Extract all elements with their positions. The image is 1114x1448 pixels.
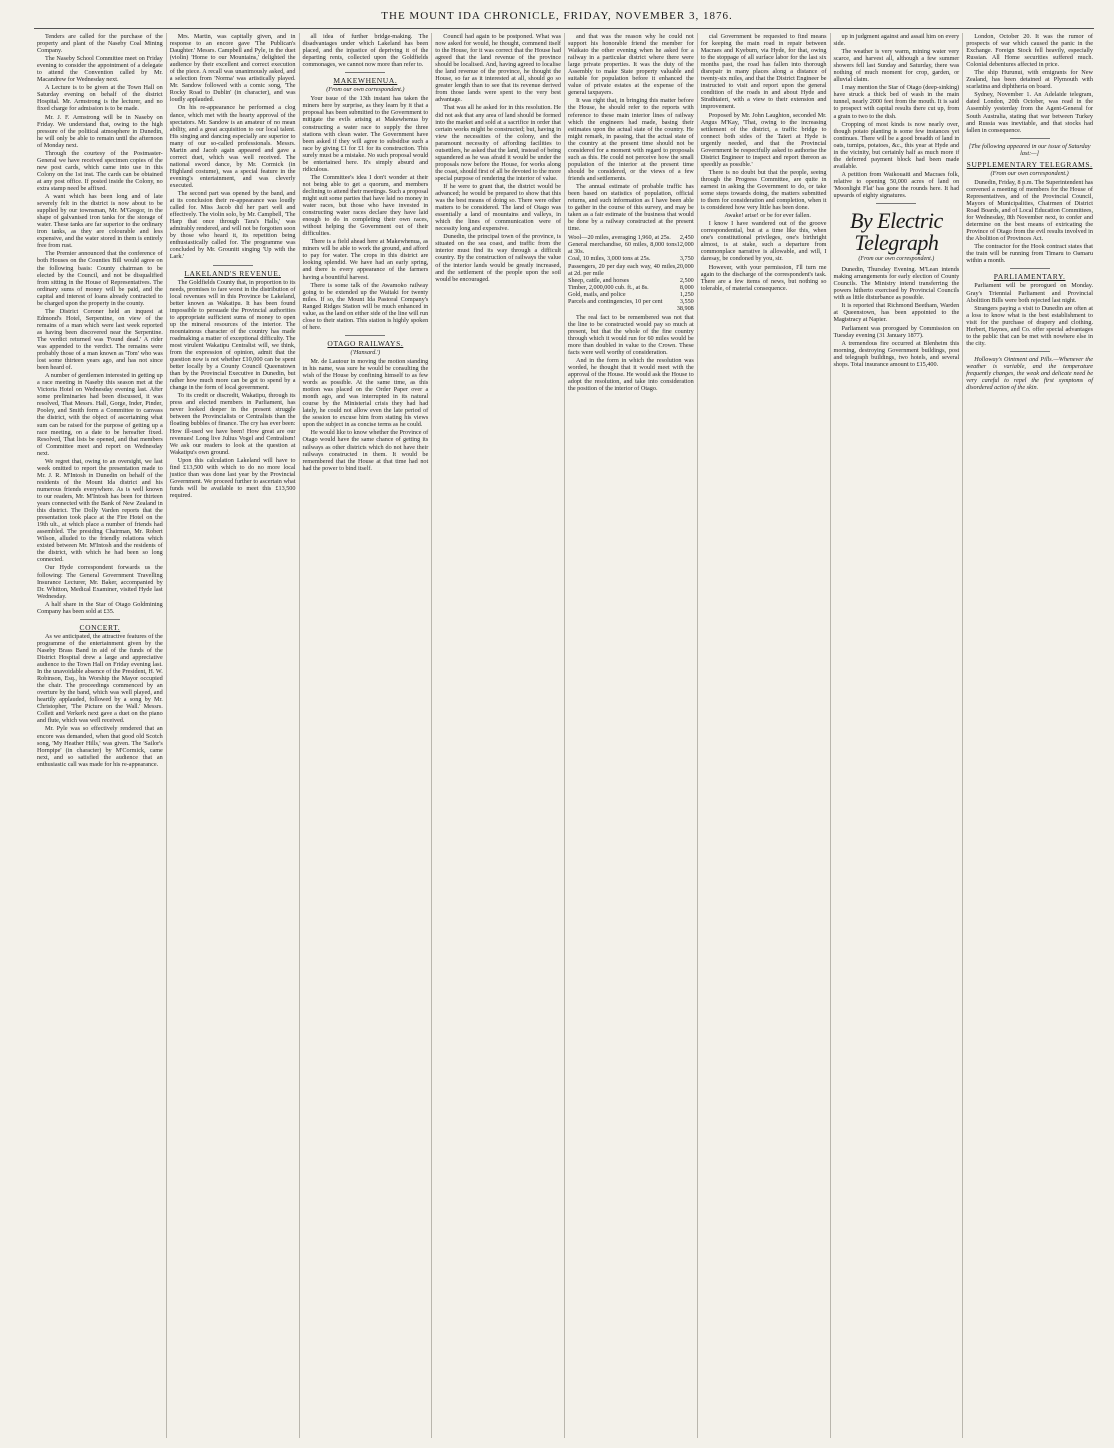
paragraph: And in the form in which the resolution was worded, he thought that it would meet with the approval of the House. He would ask the House to adopt the resolution, and take into consideration the position of the interior of Otago.	[568, 357, 694, 393]
byline: (From our own correspondent.)	[858, 256, 935, 263]
paragraph: That was all he asked for in this resolution. He did not ask that any area of land should be formed into the market and sold at a sacrifice in order that certain works might be constructed; but, having in view the necessities of the colony, and the paramount necessity of affording facilities to outsettlers, he asked that the land, instead of being squandered as he was afraid it would be under the proposals now before the House, for works along the coast, should first of all be devoted to the more special purpose of rendering the interior of value.	[435, 104, 561, 182]
column-8	[963, 33, 1096, 1438]
paragraph: Sydney, November 1. An Adelaide telegram, dated London, 20th October, was read in the Assembly yesterday from the Agent-General for South Australia, stating that war between Turkey and Russia was inevitable, and that stocks had fallen in consequence.	[966, 91, 1093, 134]
divider	[1010, 351, 1050, 352]
traffic-estimate-table	[568, 234, 694, 312]
paragraph: Dunedin, the principal town of the province, is situated on the sea coast, and traffic from the interior must find its way through a difficult country. By the construction of railways the value of the interior lands would be greatly increased, and the settlement of the people upon the soil would be encouraged.	[435, 233, 561, 283]
divider	[213, 265, 253, 266]
paragraph: A want which has been long and of late severely felt in the district is now about to be supplied by our townsman, Mr. M'Gregor, in the shape of galvanised iron tanks for the storage of water. These tanks are far superior to the ordinary iron tanks, as they are colourable and less expensive, and the water stored in them is entirely free from rust.	[37, 193, 163, 250]
table-row: Parcels and contingencies, 10 per cent 3,550	[568, 297, 694, 305]
table-total: 38,908	[676, 304, 694, 312]
column-6	[698, 33, 831, 1438]
paragraph: A number of gentlemen interested in getting up a race meeting in Naseby this season met at the Victoria Hotel on Wednesday evening last. After some preliminaries had been discussed, it was resolved, That Messrs. Hall, Gorge, Inder, Pinder, Pooley, and Smith form a Committee to canvass the district, with the object of ascertaining what sum can be raised for the purpose of getting up a race meeting, on a date to be hereafter fixed. Resolved, That lists be opened, and that members of Committee meet and report on Wednesday next.	[37, 372, 163, 457]
paragraph: To its credit or discredit, Wakatipu, through its press and elected members in Parliament, has never looked deeper in the present struggle between the Provincialists or Centralists than the floating bubbles of finance. The cry has ever been: How ill-used we have been! How great are our revenues! Long live Julius Vogel and Centralism! We ask our readers to look at the question at Wakatipu's own ground.	[169, 392, 296, 456]
paragraph: There is some talk of the Awamoko railway going to be extended up the Waitaki for twenty miles. If so, the Mount Ida Pastoral Company's Ranged Ridges Station will be much enhanced in value, as the land on either side of the line will run close to their station. This station is highly spoken of here.	[302, 281, 429, 331]
paragraph: The Goldfields County that, in proportion to its needs, promises to fare worst in the distribution of local revenues will in this Province be Lakeland, better known as Wakatipu. It has been found impossible to persuade the Provincial authorities to appropriate sufficient sums of money to open up the mineral resources of the interior. The mountainous character of the country has made roadmaking a matter of exceptional difficulty. The most virulent Wakatipu Centralist will, we think, from the expression of opinion, admit that the question now is not whether £10,000 can be spent better locally by a County Council Queenstown than by the Provincial Executive in Dunedin, but rather how much more can be got to spend by a change in the form of local government.	[169, 278, 296, 392]
paragraph: The second part was opened by the band, and at its conclusion their re-appearance was loudly called for. Miss Jacob did her part well and effectively. The violin solo, by Mr. Campbell, 'The Harp that once through Tara's Halls,' was admirably rendered, and will not be forgotten soon by those who heard it, its repetition being enthusiastically called for. The programme was concluded by Mr. Grounitt singing 'Up with the Lark.'	[169, 190, 296, 261]
divider	[80, 619, 120, 620]
paragraph: London, October 20. It was the rumor of prospects of war which caused the panic in the Exchange. Foreign Stock fell heavily, especially Russian. All Home securities suffered much. Colonial debentures affected in price.	[966, 33, 1093, 69]
paragraph: Mrs. Martin, was capitally given, and in response to an encore gave 'The Publican's Daughter.' Messrs. Campbell and Pyle, in the duet (violin) 'Home to our Mountains,' delighted the audience by their excellent and correct execution of the piece. A recall was unanimously asked, and a selection from 'Norma' was artistically played. Mr. Sandow followed with a comic song, 'The Rocky Road to Dublin' (in character), and was loudly applauded.	[169, 33, 296, 104]
paragraph: I know I have wandered out of the groove correspondential, but at a time like this, when one's constitutional privileges, one's birthright almost, is at stake, such a departure from commonplace narrative is allowable, and will, I daresay, be condoned by you, sir.	[700, 220, 827, 263]
table-row: Sheep, cattle, and horses 2,500	[568, 276, 694, 284]
paragraph: cial Government be requested to find means for keeping the main road in repair between Macraes and Kyeburn, via Hyde, for that, owing to the stoppage of all surface labor for the last six months past, the road has fallen into thorough disrepair in many places along a distance of twenty-six miles, and that the District Engineer be instructed to visit and report upon the general condition of the roads in and about Hyde and Strathtaieri, with a view to their extension and improvement.	[700, 33, 827, 111]
paragraph: Through the courtesy of the Postmaster-General we have received specimen copies of the new post cards, which came into use in this Colony on the 1st inst. The cards can be obtained at any post office. If posted inside the Colony, no extra stamp need be affixed.	[37, 149, 163, 192]
paragraph: A Lecture is to be given at the Town Hall on Saturday evening on behalf of the district Hospital. Mr. Armstrong is the lecturer, and no fixed charge for admission is to be made.	[37, 84, 163, 113]
paragraph: Mr. de Lautour in moving the motion standing in his name, was sure he would be consulting the wish of the House by confining himself to as few words as possible. At the same time, as this motion was placed on the Order Paper over a month ago, and was interrupted in its natural course by the Ministerial crisis they had had lately, he could not allow even the late period of the session to excuse him from stating his views upon the subject in as concise terms as he could.	[302, 357, 429, 429]
byline: (From our own correspondent.)	[990, 169, 1069, 177]
paragraph: Council had again to be postponed. What was now asked for would, he thought, commend itself to the House, for it was correct that the House had agreed that the land revenue of the province should be localised. And, having agreed to localise the land revenue of the province, he thought the House, so far as it interested at all, should go so greater length than to see that its revenue derived from those lands were spent to the very best advantage.	[435, 33, 561, 104]
section-heading-railways: OTAGO RAILWAYS.	[327, 338, 404, 348]
divider	[1010, 138, 1050, 139]
paragraph: Mr. J. F. Armstrong will be in Naseby on Friday. We understand that, owing to the high pressure of the political atmosphere in Dunedin, he will only be able to remain until the afternoon of Monday next.	[37, 113, 163, 149]
paragraph: all idea of further bridge-making. The disadvantages under which Lakeland has been placed, and the injustice of depriving it of the departing rents, collected upon the Goldfields commonages, we cannot now more than refer to.	[302, 33, 429, 69]
column-1	[34, 33, 167, 1438]
advertisement: Holloway's Ointment and Pills.—Whenever the weather is variable, and the temperature frequently changes, the weak and delicate need be very careful to repel the first symptoms of disordered action of the skin.	[966, 355, 1093, 392]
divider	[876, 203, 916, 204]
paragraph: There is no doubt but that the people, seeing through the Progress Committee, are quite in earnest in asking the Government to do, or take some steps towards doing, the matters submitted to them for consideration and completion, when it is considered how very little has been done.	[700, 168, 827, 212]
paragraph: The Committee's idea I don't wonder at their not being able to get a quorum, and members declining to attend their meetings. Such a proposal might suit some parties that have laid no money in water races, but those who have invested in constructing water races declare they have laid enough to do in completing their own races, without helping the Government out of their difficulties.	[302, 173, 429, 238]
paragraph: Mr. Pyle was so effectively rendered that an encore was demanded, when that good old Scotch song, 'My Heather Hills,' was given. The 'Sailor's Hornpipe' (in character) by M'Cormick, came next, and so satisfied the audience that an enthusiastic call was made for his re-appearance.	[37, 725, 163, 768]
paragraph: A petition from Waikouaiti and Macraes folk, relative to opening 50,000 acres of land on 'Moonlight Flat' has gone the rounds here. It had upwards of eighty signatures.	[833, 170, 960, 200]
paragraph: As we anticipated, the attractive features of the programme of the entertainment given by the Naseby Brass Band in aid of the funds of the District Hospital drew a large and appreciative audience to the Town Hall on Friday evening last. In the unavoidable absence of the President, H. W. Robinson, Esq., his Worship the Mayor occupied the chair. The proceedings commenced by an overture by the band, which was well played, and heartily applauded, followed by a song by Mr. Christopher, 'The Picture on the Wall.' Messrs. Collett and Verkerk next gave a duet on the piano and flute, which was well received.	[37, 632, 163, 725]
paragraph: The Naseby School Committee meet on Friday evening to consider the appointment of a delegate to attend the Convention called by Mr. Macandrew for Wednesday next.	[37, 55, 163, 84]
paragraph: It was right that, in bringing this matter before the House, he should refer to the reports with reference to these main interior lines of railway which the engineers had made, basing their estimates upon the actual state of the country. He might remark, in passing, that the actual state of the country at the present time should not be considered for a moment with regard to proposals such as this. He could not perceive how the small population of the interior at the present time should be considered, or the views of a few friends and settlements.	[568, 97, 694, 182]
column-3	[300, 33, 433, 1438]
paragraph: The weather is very warm, mining water very scarce, and harvest all, although a few summer showers fell last Sunday and Saturday, there was nothing of much moment for crop, garden, or alluvial claim.	[833, 48, 960, 84]
byline: ('Hansard.')	[350, 348, 381, 356]
table-row: Wool—20 miles, averaging 1,960, at 25s. 2,450	[568, 234, 694, 242]
paragraph: and that was the reason why he could not support his honorable friend the member for Waikato the other evening when he asked for a railway in a particular district where there were large private properties. It was the duty of the Assembly to make State property valuable and suitable for population before it enhanced the value of private estates at the expense of the general taxpayers.	[568, 33, 694, 97]
column-2	[167, 33, 300, 1438]
paragraph: I may mention the Star of Otago (deep-sinking) have struck a thick bed of wash in the main tunnel, nearly 2000 feet from the mouth. It is said to prospect with capital results there cut up, from a grain to two to the dish.	[833, 84, 960, 120]
table-row: Passengers, 20 per day each way, 40 miles, at 2d. per mile 20,000	[568, 262, 694, 277]
paragraph: Dunedin, Friday, 8 p.m. The Superintendent has convened a meeting of members for the House of Representatives, and of the Provincial Council, Mayors of Municipalities, Chairmen of District Road Boards, and of Local Education Committees, for Wednesday, 8th November next, to confer and determine on the best means of extricating the Province of Otago from the evil results involved in the Abolition of Provinces Act.	[966, 178, 1093, 243]
table-row: Gold, mails, and police 1,250	[568, 290, 694, 298]
paragraph: There is a field ahead here at Makewhenua, as miners will be able to work the ground, and afford to pay for water. The crops in this district are looking splendid. We have had an early spring, and there is every appearance of the farmers having a bountiful harvest.	[302, 238, 429, 281]
paragraph: Upon this calculation Lakeland will have to find £13,500 with which to do no more local justice than was done last year by the Provincial Government. We proceed further to ascertain what funds will be available to meet this £13,500 required.	[169, 456, 296, 499]
paragraph: Proposed by Mr. John Laughton, seconded Mr. Angus M'Kay, 'That, owing to the increasing settlement of the district, a traffic bridge to connect both sides of the Taieri at Hyde is urgently needed, and that the Provincial Government be respectfully asked to authorise the District Engineer to inspect and report thereon as speedily as possible.'	[700, 111, 827, 168]
telegraph-heading: By Electric Telegraph	[849, 208, 943, 256]
column-5	[565, 33, 698, 1438]
column-7	[831, 33, 964, 1438]
byline: (From our own correspondent.)	[326, 86, 405, 94]
table-row: Timber, 2,000,000 cub. ft., at 8s. 8,000	[568, 283, 694, 291]
paragraph: It is reported that Richmond Beetham, Warden at Queenstown, has been appointed to the Magistracy at Napier.	[833, 302, 960, 324]
section-heading-concert: CONCERT.	[79, 622, 121, 632]
paragraph: He would like to know whether the Province of Otago would have the same chance of getting its railways as other districts which do not have their railways constructed in them. It would be remembered that the House at that time had not had the power to bind itself.	[302, 429, 429, 472]
columns	[34, 33, 1096, 1438]
paragraph: A half share in the Star of Otago Goldmining Company has been sold at £35.	[37, 600, 163, 615]
section-heading-lakeland: LAKELAND'S REVENUE.	[184, 268, 281, 278]
divider	[345, 335, 385, 336]
table-row: General merchandise, 60 miles, 8,000 tons at 30s. 12,000	[568, 241, 694, 256]
notice: [The following appeared in our issue of Saturday last:—]	[968, 142, 1091, 157]
section-heading-parliamentary: PARLIAMENTARY.	[993, 272, 1066, 282]
paragraph: Strangers paying a visit to Dunedin are often at a loss to know what is the best establishment to visit for the purchase of drapery and clothing. Herbert, Haynes, and Co. offer special advantages to the public that can be met with nowhere else in the city.	[966, 304, 1093, 347]
paragraph: Awake! arise! or be for ever fallen.	[724, 212, 811, 220]
paragraph: A tremendous fire occurred at Blenheim this morning, destroying Government buildings, post and telegraph buildings, two hotels, and several shops. Total insurance amount to £15,400.	[833, 339, 960, 368]
paragraph: The Premier announced that the conference of both Houses on the Counties Bill would agree on the following basis: County chairman to be elected by the Council, and not be disqualified from sitting in the House of Representatives. The ordinary sums of money will be paid, and the capital and interest of loans already contracted to be charged upon the property in the county.	[37, 250, 163, 307]
paragraph: The ship Hurunui, with emigrants for New Zealand, has been detained at Plymouth with scarlatina and diphtheria on board.	[966, 69, 1093, 91]
paragraph: The annual estimate of probable traffic has been based on statistics of population, official returns, and such information as I have been able to gather in the course of this survey, and may be taken as a fair estimate of the business that would be done by a railway constructed at the present time.	[568, 182, 694, 233]
column-4	[432, 33, 565, 1438]
top-rule	[34, 28, 1094, 29]
table-row: Coal, 10 miles, 3,000 tons at 25s. 3,750	[568, 255, 694, 263]
paragraph: The real fact to be remembered was not that the line to be constructed would pay so much at present, but that the whole of the fine country through which it would run for 60 miles would be more than doubled in value to the Crown. These facts were well worthy of consideration.	[568, 313, 694, 357]
paragraph: Dunedin, Thursday Evening. M'Lean intends making arrangements for early election of County Councils. The Ministry intend transferring the powers hitherto exercised by Provincial Councils with as little disturbance as possible.	[833, 266, 960, 302]
paragraph: Cropping of most kinds is now nearly over, though potato planting is some few instances yet continues. There will be a good breadth of land in oats, turnips, potatoes, &c., this year at Hyde and in the vicinity, but certainly half as much more if the deferred payment block had been made available.	[833, 120, 960, 170]
paragraph: We regret that, owing to an oversight, we last week omitted to report the presentation made to Mr. J. R. M'Intosh in Dunedin on behalf of the residents of the Mount Ida district and his numerous friends everywhere. As is well known to our readers, Mr. M'Intosh has been for thirteen years connected with the Bank of New Zealand in this district. The Dolly Varden reports that the presentation took place at the Fire Hotel on the 19th ult., at which place a number of friends had assembled. The presiding Chairman, Mr. Robert Wilson, alluded to the friendly relations which existed between Mr. M'Intosh and the residents of the district, with which he had been so long connected.	[37, 457, 163, 564]
paragraph: Parliament was prorogued by Commission on Tuesday evening (31 January 1877).	[833, 324, 960, 339]
paragraph: However, with your permission, I'll turn me again to the discharge of the correspondent's task. There are a few items of news, but nothing so tolerable, of material consequence.	[700, 263, 827, 292]
paragraph: up in judgment against and assail him on every side.	[833, 33, 960, 48]
paragraph: Our Hyde correspondent forwards us the following: The General Government Travelling Insurance Lecturer, Mr. Baker, accompanied by Dr. Whitton, Medical Examiner, visited Hyde last Wednesday.	[37, 564, 163, 600]
paragraph: Parliament will be prorogued on Monday. Gray's Triennial Parliament and Provincial Abolition Bills were both rejected last night.	[966, 282, 1093, 304]
paragraph: The contractor for the Hook contract states that the train will be running from Timaru to Oamaru within a month.	[966, 243, 1093, 265]
paragraph: The District Coroner held an inquest at Edmond's Hotel, Serpentine, on view of the remains of a man which were last week reported as having been discovered near the Serpentine. The verdict returned was 'Found dead.' A rider was appended to the verdict. The remains were probably those of a man known as 'Tom' who was lost some thirteen years ago, and has not since been heard of.	[37, 307, 163, 372]
divider	[345, 72, 385, 73]
section-heading-supplementary: SUPPLEMENTARY TELEGRAMS.	[966, 159, 1093, 169]
masthead: THE MOUNT IDA CHRONICLE, FRIDAY, NOVEMBER 3, 1876.	[381, 10, 733, 22]
paragraph: Your issue of the 13th instant has taken the miners here by surprise, as they learn by it that a proposal has been submitted to the Government to mitigate the evils arising at Makewhenua by constructing a water race to supply the three stations with clean water. The Government have been asked if they will agree to subsidise such a race by giving £1 for £1 for its construction. This surely must be a mistake. No such proposal would be entertained here. It's simply absurd and ridiculous.	[302, 95, 429, 173]
paragraph: On his re-appearance he performed a clog dance, which met with the hearty approval of the spectators. Mr. Sandow is an amateur of no mean ability, and a great acquisition to our local talent. His singing and dancing especially are superior to many of our so-called professionals. Messrs. Martin and Jacob again appeared and gave a correct duet, which was well received. The national sword dance, by Mr. Cormick (in Highland costume), was a special feature in the evening's entertainment, and was cleverly executed.	[169, 104, 296, 189]
section-heading-makewhenua: MAKEWHENUA.	[333, 76, 398, 86]
paragraph: Tenders are called for the purchase of the property and plant of the Naseby Coal Mining Company.	[37, 33, 163, 55]
divider	[1010, 268, 1050, 269]
paragraph: If he were to grant that, the district would be advanced; he would be prepared to show that this was the best means of doing so. There were other matters to be considered. The land of Otago was essentially a land of mountains and valleys, in which the lines of communication were of necessity long and expensive.	[435, 182, 561, 233]
